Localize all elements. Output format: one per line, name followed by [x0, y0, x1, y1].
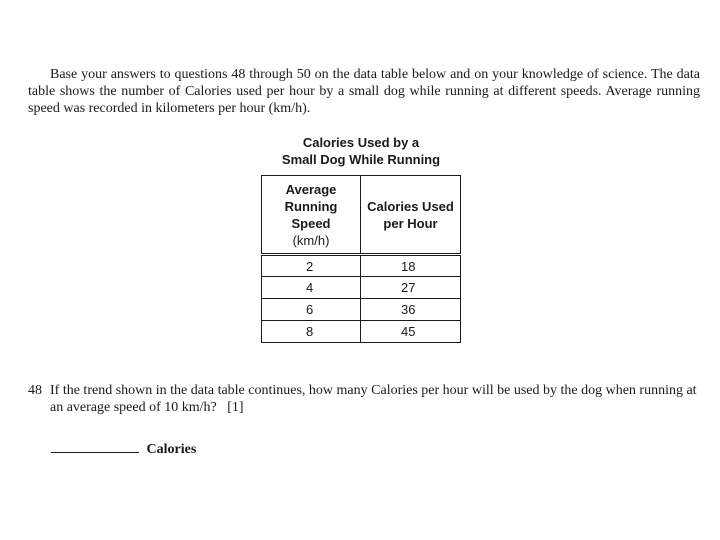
answer-unit-label: Calories — [146, 442, 197, 457]
table-row — [262, 255, 461, 277]
calories-column-header — [361, 176, 461, 255]
answer-blank[interactable] — [51, 440, 139, 453]
speed-cell: 6 — [262, 299, 361, 321]
speed-cell: 2 — [262, 255, 361, 277]
intro-passage — [28, 66, 700, 117]
table-row — [262, 277, 461, 299]
answer-line — [51, 440, 196, 458]
table-row — [262, 299, 461, 321]
question-text: If the trend shown in the data table continues, how many Calories per hour will be used by the dog when running at an average speed of 10 km/h? — [50, 383, 697, 415]
question-48 — [28, 382, 700, 416]
calories-cell: 18 — [361, 255, 461, 277]
intro-text: Base your answers to questions 48 through 50 on the data table below and on your knowledge of science. The data table shows the number of Calories used per hour by a small dog while running at different speeds. Average running speed was recorded in kilometers per hour (km/h). — [28, 67, 700, 116]
question-body — [50, 382, 700, 416]
table-header-row — [262, 176, 461, 255]
calories-header-line-2: per Hour — [383, 215, 438, 231]
table-title-line-2: Small Dog While Running — [281, 152, 441, 167]
question-number: 48 — [28, 383, 42, 398]
calories-cell: 45 — [361, 321, 461, 343]
table-row — [262, 321, 461, 343]
speed-header-unit: (km/h) — [292, 232, 330, 248]
calories-cell: 36 — [361, 299, 461, 321]
speed-column-header — [262, 176, 361, 255]
question-points: [1] — [227, 400, 244, 415]
calories-header-line-1: Calories Used — [367, 198, 454, 214]
speed-cell: 4 — [262, 277, 361, 299]
calories-cell: 27 — [361, 277, 461, 299]
table-title-line-1: Calories Used by a — [302, 135, 420, 150]
table-title — [261, 134, 461, 168]
data-table — [261, 175, 461, 343]
speed-cell: 8 — [262, 321, 361, 343]
speed-header-line-2: Running — [284, 198, 338, 214]
speed-header-line-3: Speed — [291, 215, 331, 231]
speed-header-line-1: Average — [285, 181, 337, 197]
